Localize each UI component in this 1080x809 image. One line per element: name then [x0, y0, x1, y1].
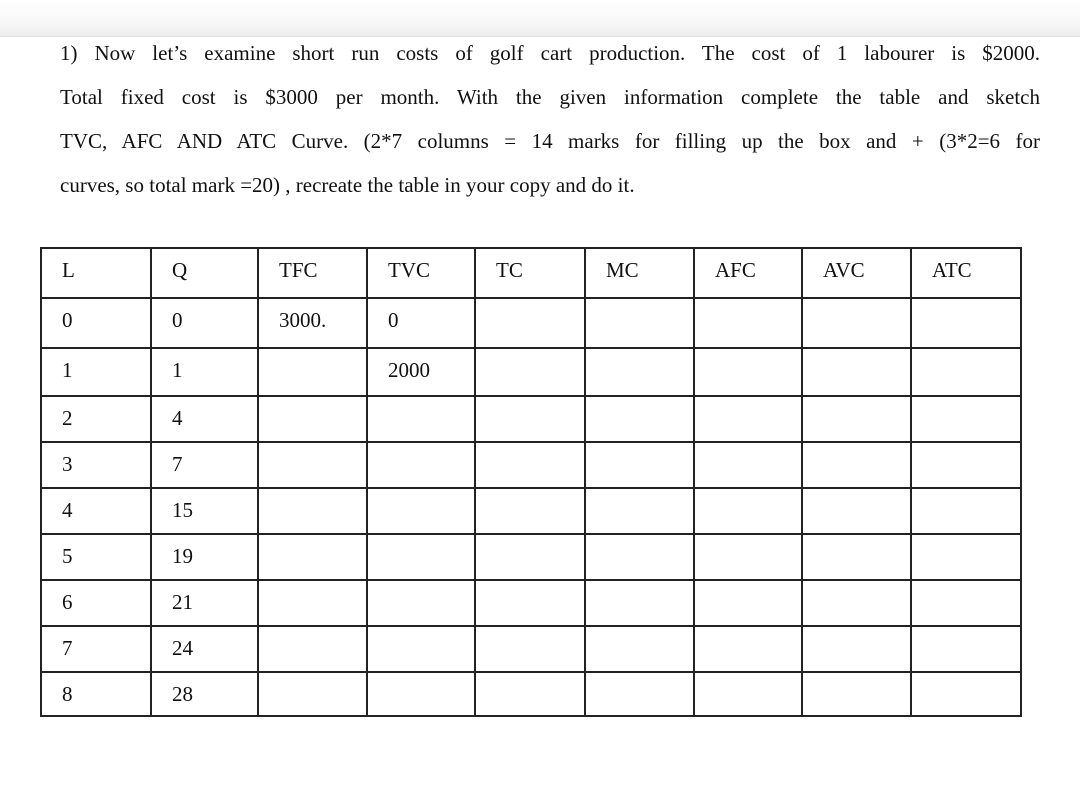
table-cell-tc: [475, 626, 585, 672]
table-cell-l: 8: [41, 672, 151, 716]
table-row: [41, 534, 1021, 580]
table-cell-avc: [802, 626, 911, 672]
table-cell-l: 0: [41, 298, 151, 348]
table-cell-afc: [694, 580, 802, 626]
table-cell-mc: [585, 626, 694, 672]
table-cell-tfc: [258, 442, 367, 488]
table-cell-tvc: [367, 442, 475, 488]
table-cell-atc: [911, 442, 1021, 488]
table-cell-q: 19: [151, 534, 258, 580]
table-cell-atc: [911, 348, 1021, 396]
table-cell-l: 5: [41, 534, 151, 580]
table-cell-tc: [475, 348, 585, 396]
table-cell-tvc: [367, 626, 475, 672]
table-cell-tfc: [258, 488, 367, 534]
table-cell-l: 1: [41, 348, 151, 396]
table-cell-mc: [585, 580, 694, 626]
table-cell-q: 15: [151, 488, 258, 534]
table-row: [41, 626, 1021, 672]
column-header-afc: AFC: [694, 248, 802, 298]
table-cell-afc: [694, 534, 802, 580]
table-cell-q: 0: [151, 298, 258, 348]
column-header-mc: MC: [585, 248, 694, 298]
table-cell-q: 4: [151, 396, 258, 442]
table-cell-afc: [694, 298, 802, 348]
column-header-atc: ATC: [911, 248, 1021, 298]
table-cell-afc: [694, 442, 802, 488]
table-cell-avc: [802, 672, 911, 716]
column-header-tfc: TFC: [258, 248, 367, 298]
table-cell-atc: [911, 580, 1021, 626]
table-cell-tc: [475, 442, 585, 488]
table-cell-l: 7: [41, 626, 151, 672]
table-cell-atc: [911, 396, 1021, 442]
table-row: [41, 298, 1021, 348]
column-header-l: L: [41, 248, 151, 298]
table-cell-tfc: [258, 534, 367, 580]
table-cell-tvc: [367, 580, 475, 626]
table-cell-afc: [694, 348, 802, 396]
column-header-tvc: TVC: [367, 248, 475, 298]
question-line: curves, so total mark =20) , recreate the table in your copy and do it.: [60, 173, 635, 197]
table-cell-avc: [802, 580, 911, 626]
table-row: [41, 580, 1021, 626]
table-cell-avc: [802, 298, 911, 348]
table-cell-l: 2: [41, 396, 151, 442]
table-cell-mc: [585, 298, 694, 348]
table-cell-atc: [911, 488, 1021, 534]
cost-table: [40, 247, 1022, 717]
table-cell-tc: [475, 396, 585, 442]
table-cell-tvc: [367, 396, 475, 442]
table-cell-tvc: 0: [367, 298, 475, 348]
table-cell-avc: [802, 534, 911, 580]
table-cell-q: 7: [151, 442, 258, 488]
table-row: [41, 672, 1021, 716]
table-cell-mc: [585, 348, 694, 396]
table-row: [41, 348, 1021, 396]
table-cell-atc: [911, 534, 1021, 580]
table-cell-tc: [475, 534, 585, 580]
question-line: 1) Now let’s examine short run costs of golf cart production. The cost of 1 labourer is $2000.: [60, 41, 1040, 65]
table-cell-afc: [694, 672, 802, 716]
question-text: [60, 31, 1050, 207]
table-cell-tfc: [258, 348, 367, 396]
column-header-avc: AVC: [802, 248, 911, 298]
table-cell-tc: [475, 488, 585, 534]
table-cell-q: 28: [151, 672, 258, 716]
table-cell-avc: [802, 442, 911, 488]
table-cell-q: 24: [151, 626, 258, 672]
table-cell-tfc: 3000.: [258, 298, 367, 348]
table-cell-q: 1: [151, 348, 258, 396]
table-cell-afc: [694, 626, 802, 672]
table-cell-tvc: [367, 672, 475, 716]
question-line: TVC, AFC AND ATC Curve. (2*7 columns = 14 marks for filling up the box and + (3*2=6 for: [60, 129, 1040, 153]
table-cell-tfc: [258, 672, 367, 716]
table-cell-mc: [585, 488, 694, 534]
column-header-q: Q: [151, 248, 258, 298]
table-row: [41, 488, 1021, 534]
table-cell-avc: [802, 488, 911, 534]
table-cell-l: 4: [41, 488, 151, 534]
table-cell-atc: [911, 672, 1021, 716]
table-header-row: [41, 248, 1021, 298]
table-cell-tc: [475, 298, 585, 348]
table-cell-afc: [694, 396, 802, 442]
table-cell-tc: [475, 672, 585, 716]
table-cell-atc: [911, 626, 1021, 672]
table-cell-tvc: 2000: [367, 348, 475, 396]
table-row: [41, 396, 1021, 442]
table-cell-tfc: [258, 580, 367, 626]
table-cell-tc: [475, 580, 585, 626]
question-line: Total fixed cost is $3000 per month. With the given information complete the table and sketch: [60, 85, 1040, 109]
table-body: [41, 298, 1021, 716]
table-cell-mc: [585, 396, 694, 442]
table-cell-mc: [585, 534, 694, 580]
table-cell-l: 6: [41, 580, 151, 626]
table-cell-l: 3: [41, 442, 151, 488]
table-cell-mc: [585, 442, 694, 488]
column-header-tc: TC: [475, 248, 585, 298]
table-cell-tvc: [367, 534, 475, 580]
table-cell-tfc: [258, 626, 367, 672]
table-cell-atc: [911, 298, 1021, 348]
table-cell-q: 21: [151, 580, 258, 626]
table-cell-afc: [694, 488, 802, 534]
table-cell-tfc: [258, 396, 367, 442]
table-cell-avc: [802, 348, 911, 396]
table-row: [41, 442, 1021, 488]
table-cell-tvc: [367, 488, 475, 534]
table-cell-mc: [585, 672, 694, 716]
table-cell-avc: [802, 396, 911, 442]
